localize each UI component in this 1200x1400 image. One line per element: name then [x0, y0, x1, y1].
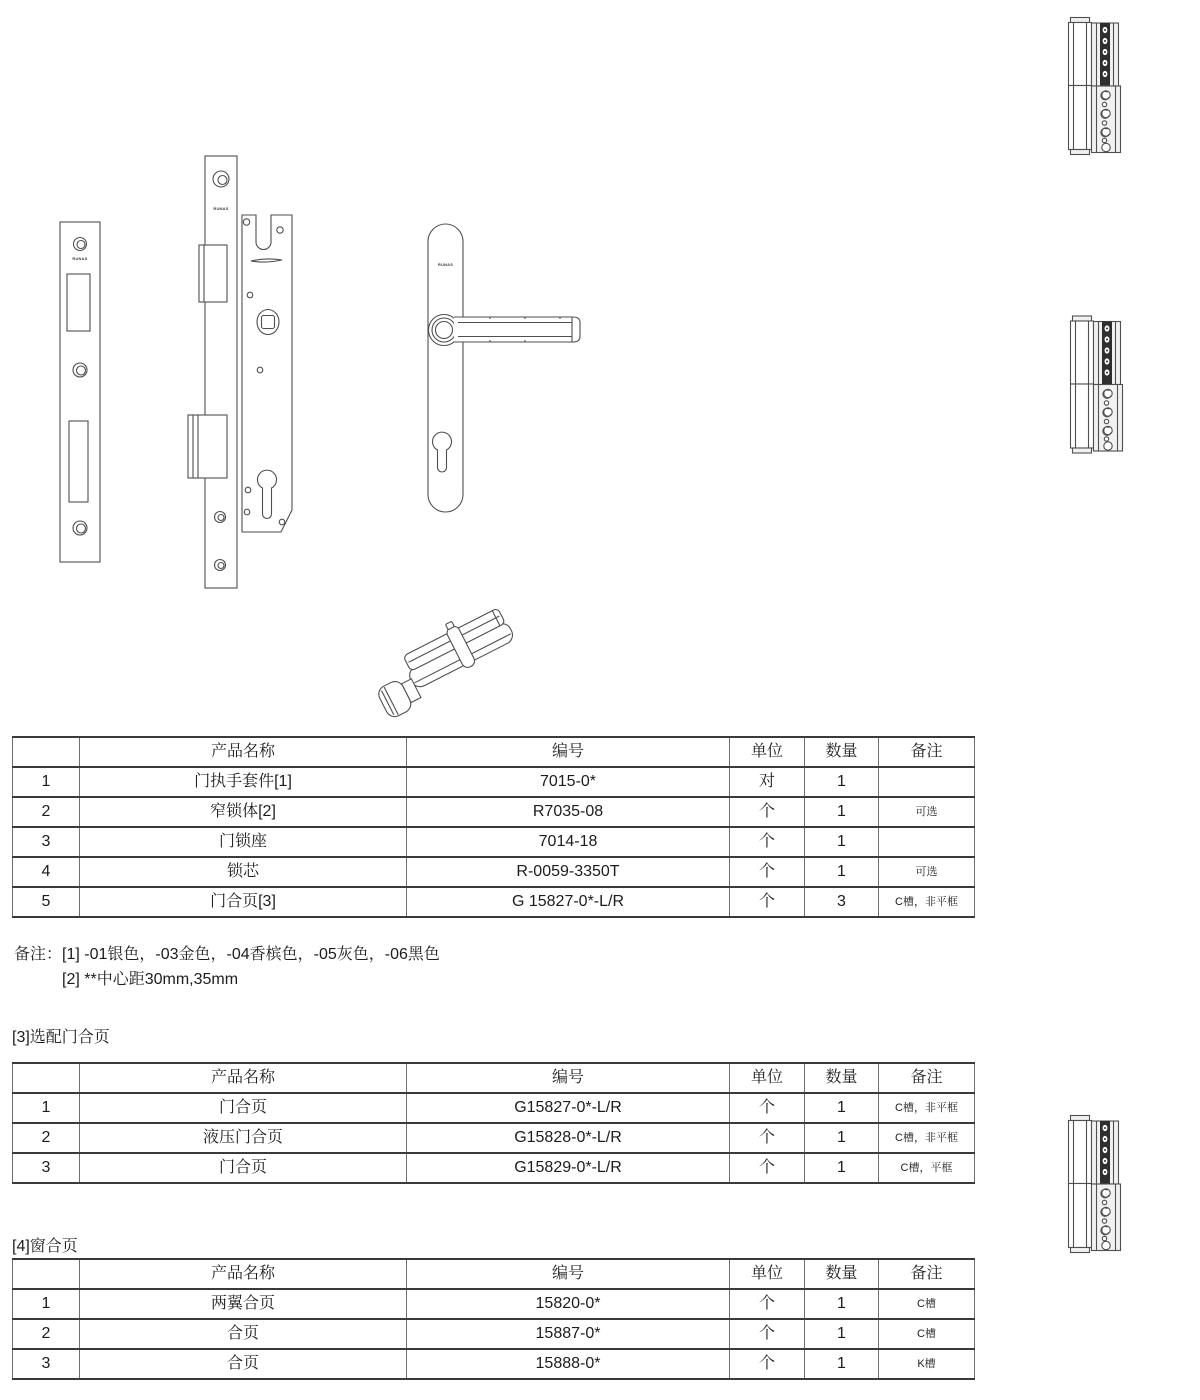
door-hinges-table — [12, 1062, 975, 1184]
column-header — [13, 1259, 80, 1289]
table-cell: G15829-0*-L/R — [407, 1153, 730, 1183]
table-cell: 可选 — [879, 797, 975, 827]
table-row — [13, 1289, 975, 1319]
table-cell: G15827-0*-L/R — [407, 1093, 730, 1123]
strike-plate-drawing — [55, 218, 105, 568]
hinge-drawing-2 — [1068, 313, 1128, 456]
table-row — [13, 797, 975, 827]
column-header: 产品名称 — [80, 1259, 407, 1289]
table-row — [13, 827, 975, 857]
table-cell: 15820-0* — [407, 1289, 730, 1319]
table-cell: R-0059-3350T — [407, 857, 730, 887]
cylinder-drawing — [363, 596, 518, 721]
window-hinges-table — [12, 1258, 975, 1380]
table-cell: 对 — [730, 767, 805, 797]
table-cell: 1 — [805, 857, 879, 887]
column-header: 编号 — [407, 1063, 730, 1093]
note-line: [2] **中心距30mm,35mm — [62, 971, 239, 988]
table-cell: 1 — [805, 767, 879, 797]
column-header — [13, 1063, 80, 1093]
table-cell: 2 — [13, 797, 80, 827]
section-title-optional-door-hinges: [3]选配门合页 — [12, 1029, 110, 1046]
column-header: 单位 — [730, 1259, 805, 1289]
table-row — [13, 857, 975, 887]
notes-label: 备注： — [14, 946, 63, 963]
table-cell: C槽 — [879, 1289, 975, 1319]
table-cell: K槽 — [879, 1349, 975, 1379]
table-cell: C槽 — [879, 1319, 975, 1349]
header-row — [13, 1063, 975, 1093]
brand-mark: RUNAS — [213, 206, 229, 211]
handle-lever — [429, 315, 581, 346]
handle-drawing — [420, 218, 595, 518]
section-title-window-hinges: [4]窗合页 — [12, 1238, 78, 1255]
table-cell: C槽，非平框 — [879, 1093, 975, 1123]
table-cell: 15887-0* — [407, 1319, 730, 1349]
table-cell: 1 — [805, 1349, 879, 1379]
table-cell: 1 — [805, 1093, 879, 1123]
table-cell: 液压门合页 — [80, 1123, 407, 1153]
table-cell: 2 — [13, 1319, 80, 1349]
table-cell: 3 — [13, 1153, 80, 1183]
table-cell: 1 — [13, 1289, 80, 1319]
table-cell: 合页 — [80, 1349, 407, 1379]
cylinder-body — [363, 599, 518, 720]
table-cell: 个 — [730, 1289, 805, 1319]
table-cell: 4 — [13, 857, 80, 887]
table-cell: 1 — [805, 1319, 879, 1349]
table-cell: 7015-0* — [407, 767, 730, 797]
table-cell: 门锁座 — [80, 827, 407, 857]
table-cell: 7014-18 — [407, 827, 730, 857]
table-cell: 个 — [730, 1349, 805, 1379]
table-row — [13, 1123, 975, 1153]
table-cell: 个 — [730, 1093, 805, 1123]
table-cell: 1 — [805, 1289, 879, 1319]
table-cell: 1 — [805, 1123, 879, 1153]
main-parts-table — [12, 736, 975, 918]
table-cell: C槽，平框 — [879, 1153, 975, 1183]
table-cell: 个 — [730, 797, 805, 827]
column-header: 编号 — [407, 737, 730, 767]
table-cell: 门合页[3] — [80, 887, 407, 917]
table-cell: 1 — [13, 767, 80, 797]
table-cell: G15828-0*-L/R — [407, 1123, 730, 1153]
table-cell: 3 — [13, 827, 80, 857]
table-cell: 锁芯 — [80, 857, 407, 887]
table-cell: 个 — [730, 1123, 805, 1153]
table-cell: 可选 — [879, 857, 975, 887]
table-cell — [879, 827, 975, 857]
table-cell: G 15827-0*-L/R — [407, 887, 730, 917]
table-cell: 1 — [805, 827, 879, 857]
table-cell: 1 — [13, 1093, 80, 1123]
table-cell: 两翼合页 — [80, 1289, 407, 1319]
column-header: 产品名称 — [80, 737, 407, 767]
column-header: 单位 — [730, 737, 805, 767]
column-header: 数量 — [805, 737, 879, 767]
column-header: 备注 — [879, 1259, 975, 1289]
notes-block — [14, 942, 440, 992]
table-cell: 1 — [805, 797, 879, 827]
column-header: 编号 — [407, 1259, 730, 1289]
mortise-lock-drawing — [185, 150, 300, 595]
table-row — [13, 767, 975, 797]
table-row — [13, 1093, 975, 1123]
table-cell: 个 — [730, 827, 805, 857]
column-header — [13, 737, 80, 767]
column-header: 产品名称 — [80, 1063, 407, 1093]
table-cell: 个 — [730, 887, 805, 917]
table-cell: 个 — [730, 857, 805, 887]
table-cell: C槽，非平框 — [879, 887, 975, 917]
table-cell: 个 — [730, 1319, 805, 1349]
table-cell — [879, 767, 975, 797]
table-cell: 2 — [13, 1123, 80, 1153]
hinge-drawing-1 — [1066, 16, 1126, 156]
table-cell: 门合页 — [80, 1093, 407, 1123]
lock-faceplate — [188, 156, 237, 588]
table-row — [13, 1349, 975, 1379]
header-row — [13, 1259, 975, 1289]
note-line: [1] -01银色，-03金色，-04香槟色，-05灰色，-06黑色 — [62, 946, 440, 963]
table-cell: 合页 — [80, 1319, 407, 1349]
table-cell: 门合页 — [80, 1153, 407, 1183]
column-header: 备注 — [879, 1063, 975, 1093]
table-cell: 15888-0* — [407, 1349, 730, 1379]
table-cell: 个 — [730, 1153, 805, 1183]
table-row — [13, 1319, 975, 1349]
table-cell: 门执手套件[1] — [80, 767, 407, 797]
table-cell: C槽，非平框 — [879, 1123, 975, 1153]
column-header: 单位 — [730, 1063, 805, 1093]
brand-mark: RUNAS — [437, 262, 454, 267]
column-header: 备注 — [879, 737, 975, 767]
column-header: 数量 — [805, 1063, 879, 1093]
table-cell: 5 — [13, 887, 80, 917]
table-row — [13, 887, 975, 917]
brand-mark: RUNAS — [72, 256, 88, 261]
lock-case — [242, 215, 292, 532]
table-row — [13, 1153, 975, 1183]
hinge-drawing-3 — [1066, 1114, 1126, 1254]
table-cell: 1 — [805, 1153, 879, 1183]
table-cell: 3 — [13, 1349, 80, 1379]
table-cell: 窄锁体[2] — [80, 797, 407, 827]
header-row — [13, 737, 975, 767]
table-cell: 3 — [805, 887, 879, 917]
table-cell: R7035-08 — [407, 797, 730, 827]
column-header: 数量 — [805, 1259, 879, 1289]
